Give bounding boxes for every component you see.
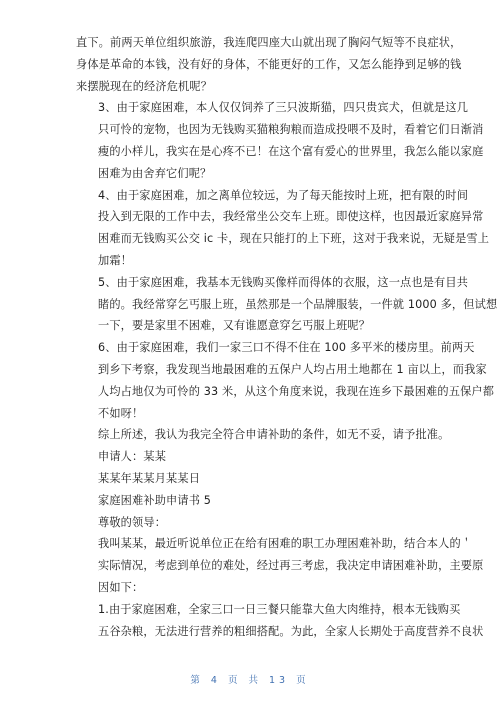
text-line: 综上所述，我认为我完全符合申请补助的条件，如无不妥，请予批准。 (98, 428, 450, 442)
paragraph-p0 (76, 32, 462, 97)
text-line: 睹的。我经常穿乞丐服上班，虽然那是一个品牌服装，一件就 1000 多，但试想 (98, 297, 498, 311)
text-line: 身体是革命的本钱，没有好的身体，不能更好的工作，又怎么能挣到足够的钱 (76, 57, 462, 71)
text-line: 实际情况，考虑到单位的难处，经过再三考虑，我决定申请困难补助，主要原 (98, 559, 484, 573)
paragraph-p5 (76, 424, 450, 446)
document-body (76, 32, 498, 642)
text-line: 到乡下考察，我发现当地最困难的五保户人均占用土地都在 1 亩以上，而我家 (98, 362, 487, 376)
text-line: 直下。前两天单位组织旅游，我连爬四座大山就出现了胸闷气短等不良症状， (76, 36, 462, 49)
paragraph-p9 (76, 512, 436, 534)
text-line: 一下，要是家里不困难，又有谁愿意穿乞丐服上班呢？ (98, 319, 371, 333)
text-line: 3、由于家庭困难，本人仅仅饲养了三只波斯猫，四只贵宾犬，但就是这几 (98, 101, 469, 115)
text-line: 困难为由舍弃它们呢？ (98, 166, 212, 180)
text-line: 4、由于家庭困难，加之离单位较远，为了每天能按时上班，把有限的时间 (98, 188, 469, 202)
text-line: 某某年某某月某某日 (98, 471, 201, 485)
text-line: 6、由于家庭困难，我们一家三口不得不住在 100 多平米的楼房里。前两天 (98, 341, 475, 355)
paragraph-p8 (76, 490, 436, 512)
text-line: 困难而无钱购买公交 ic 卡，现在只能打的上下班，这对于我来说，无疑是雪上 (98, 232, 490, 246)
text-line: 只可怜的宠物，也因为无钱购买猫粮狗粮而造成投喂不及时，看着它们日渐消 (98, 123, 484, 137)
paragraph-p2 (76, 185, 490, 272)
text-line: 不如呀！ (98, 406, 144, 420)
paragraph-p3 (76, 272, 498, 337)
text-line: 因如下： (98, 580, 144, 594)
text-line: 五谷杂粮，无法进行营养的粗细搭配。为此，全家人长期处于高度营养不良状 (98, 624, 484, 638)
text-line: 尊敬的领导： (98, 515, 167, 529)
text-line: 瘦的小样儿，我实在是心疼不已！在这个富有爱心的世界里，我怎么能以家庭 (98, 144, 484, 158)
paragraph-p10 (76, 533, 484, 598)
paragraph-p1 (76, 97, 484, 184)
text-line: 我叫某某，最近听说单位正在给有困难的职工办理困难补助，结合本人的＇ (98, 537, 473, 551)
paragraph-p7 (76, 468, 436, 490)
text-line: 申请人：某某 (98, 450, 167, 464)
text-line: 家庭困难补助申请书 5 (98, 493, 212, 507)
text-line: 投入到无限的工作中去，我经常坐公交车上班。即使这样，也因最近家庭异常 (98, 210, 484, 224)
paragraph-p4 (76, 337, 495, 424)
text-line: 来摆脱现在的经济危机呢？ (76, 79, 213, 93)
paragraph-p11 (76, 599, 484, 643)
text-line: 加霜！ (98, 253, 133, 267)
page-footer: 第 4 页 共 13 页 (190, 675, 310, 686)
paragraph-p6 (76, 446, 436, 468)
text-line: 人均占地仅为可怜的 33 米，从这个角度来说，我现在连乡下最困难的五保户都 (98, 384, 495, 398)
text-line: 5、由于家庭困难，我基本无钱购买像样而得体的衣服，这一点也是有目共 (98, 275, 469, 289)
text-line: 1.由于家庭困难，全家三口一日三餐只能靠大鱼大肉维持，根本无钱购买 (98, 602, 461, 616)
